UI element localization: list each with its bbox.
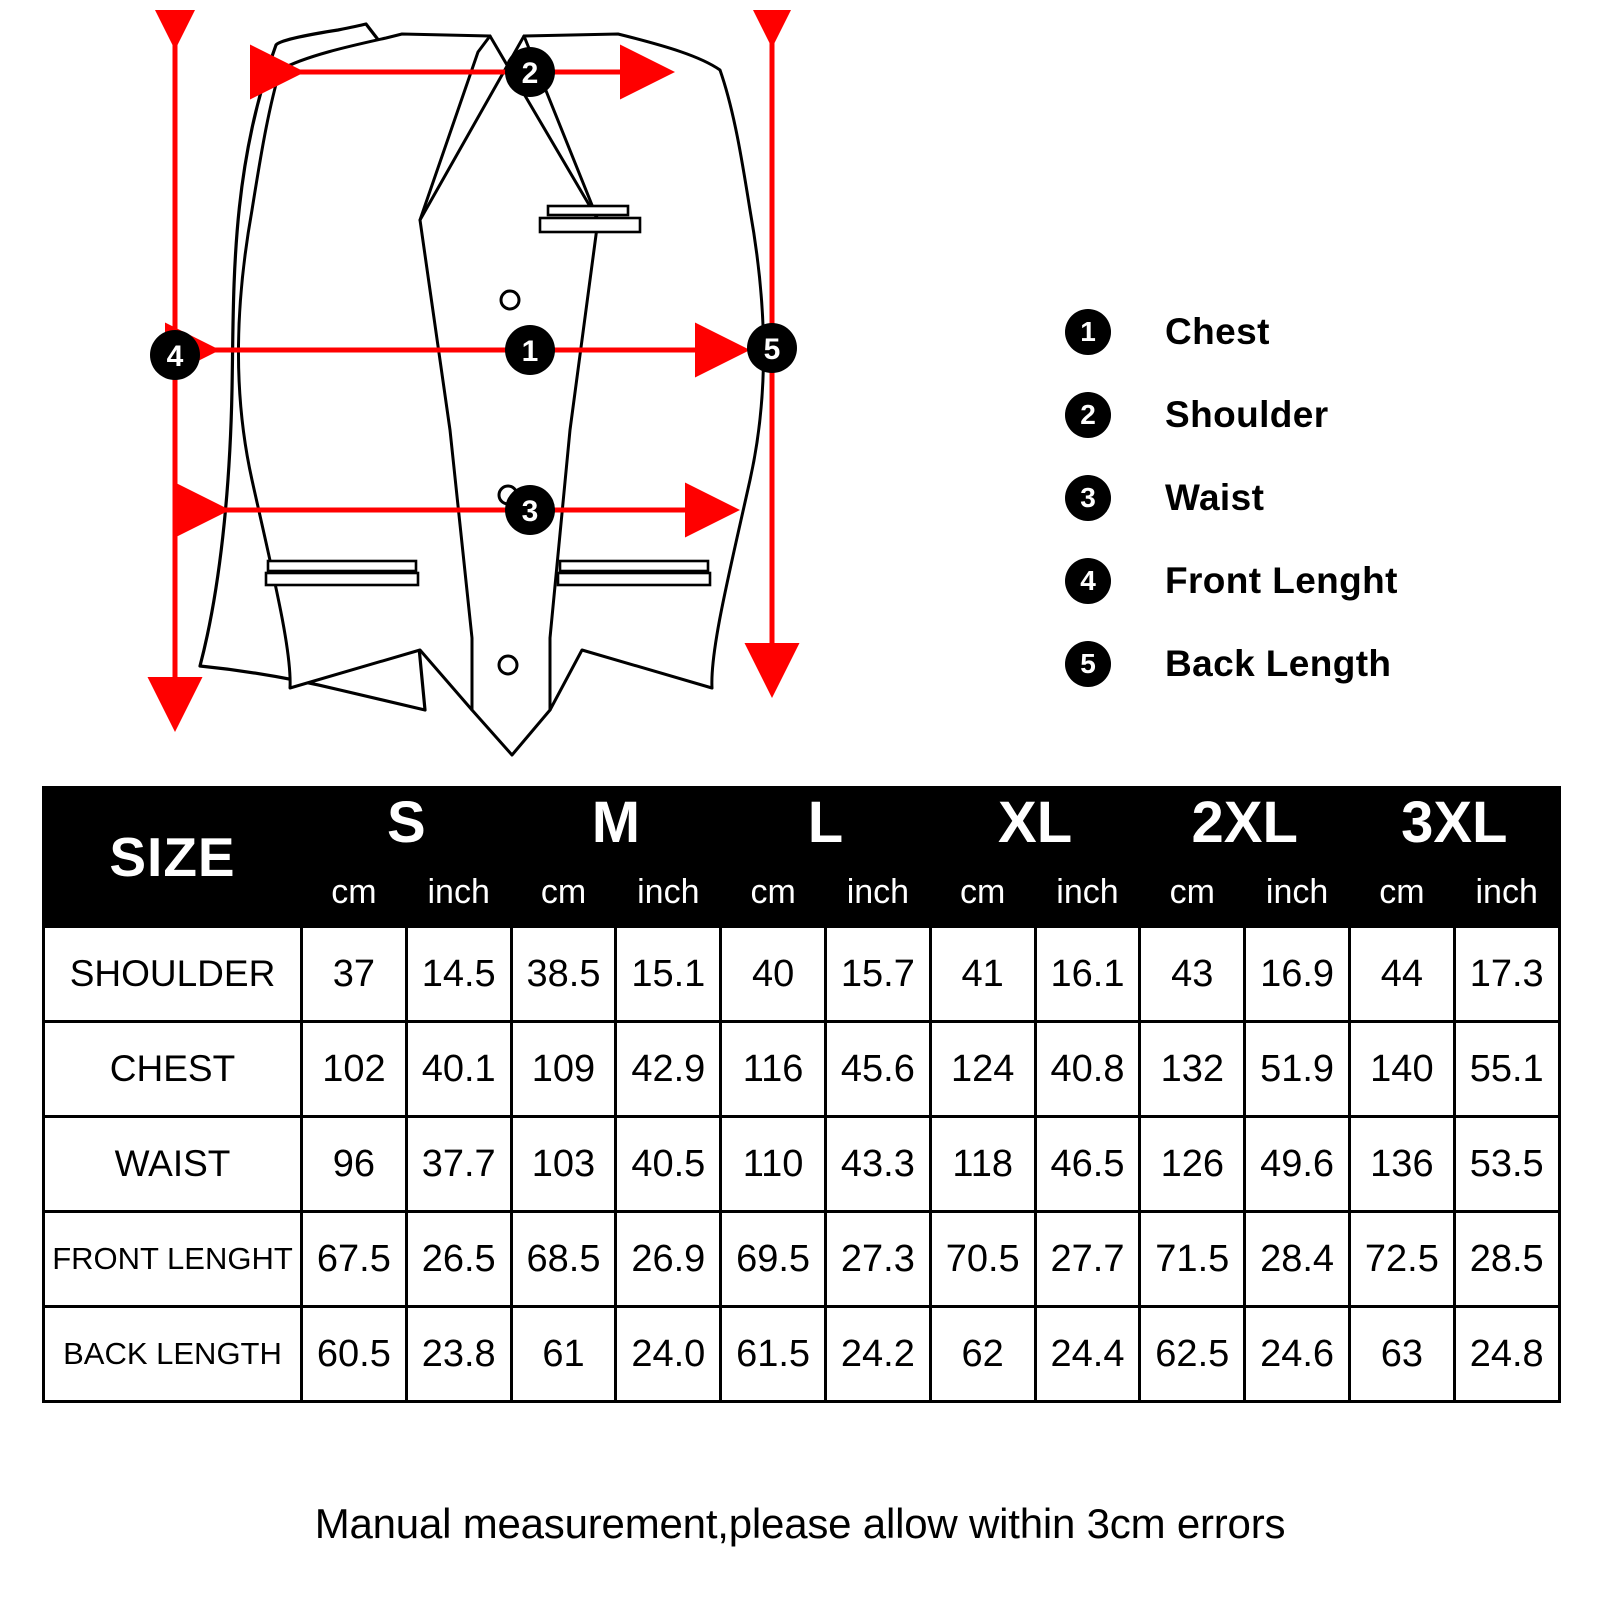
cell-back-length-s-inch: 23.8 [406,1307,511,1402]
legend-item-shoulder [1065,373,1545,456]
cell-shoulder-3xl-inch: 17.3 [1454,927,1559,1022]
cell-chest-s-inch: 40.1 [406,1022,511,1117]
cell-shoulder-s-inch: 14.5 [406,927,511,1022]
header-size-xl: XL [930,788,1140,858]
size-chart-table [42,786,1561,1403]
legend-item-chest [1065,290,1545,373]
header-size-m: M [511,788,721,858]
cell-front-length-m-cm: 68.5 [511,1212,616,1307]
cell-back-length-3xl-inch: 24.8 [1454,1307,1559,1402]
table-row [44,1307,1560,1402]
cell-waist-xl-cm: 118 [930,1117,1035,1212]
legend-label-chest: Chest [1165,310,1270,352]
svg-text:5: 5 [763,333,781,366]
cell-back-length-m-cm: 61 [511,1307,616,1402]
chest-pocket [540,206,640,232]
cell-shoulder-m-cm: 38.5 [511,927,616,1022]
cell-front-length-3xl-cm: 72.5 [1349,1212,1454,1307]
header-size-l: L [721,788,931,858]
row-label-back-length: BACK LENGTH [44,1307,302,1402]
legend-badge-3: 3 [1065,475,1111,521]
cell-waist-2xl-cm: 126 [1140,1117,1245,1212]
table-header-sizes [44,788,1560,858]
cell-front-length-xl-cm: 70.5 [930,1212,1035,1307]
legend-item-front-length [1065,539,1545,622]
cell-chest-s-cm: 102 [302,1022,407,1117]
cell-chest-2xl-inch: 51.9 [1245,1022,1350,1117]
cell-shoulder-xl-inch: 16.1 [1035,927,1140,1022]
cell-back-length-xl-inch: 24.4 [1035,1307,1140,1402]
svg-text:3: 3 [521,495,539,528]
cell-back-length-s-cm: 60.5 [302,1307,407,1402]
cell-chest-l-inch: 45.6 [826,1022,931,1117]
legend-item-back-length [1065,622,1545,705]
cell-waist-m-inch: 40.5 [616,1117,721,1212]
measurement-disclaimer: Manual measurement,please allow within 3cm errors [314,1500,1286,1547]
header-size-3xl: 3XL [1349,788,1559,858]
cell-shoulder-m-inch: 15.1 [616,927,721,1022]
row-label-chest: CHEST [44,1022,302,1117]
button-top [501,291,519,309]
table-row [44,1212,1560,1307]
cell-front-length-2xl-cm: 71.5 [1140,1212,1245,1307]
cell-chest-l-cm: 116 [721,1022,826,1117]
header-unit-s-cm: cm [302,858,407,927]
button-bottom [499,656,517,674]
cell-shoulder-2xl-cm: 43 [1140,927,1245,1022]
legend-label-back-length: Back Length [1165,642,1392,684]
cell-front-length-2xl-inch: 28.4 [1245,1212,1350,1307]
row-label-front-length: FRONT LENGHT [44,1212,302,1307]
cell-back-length-2xl-cm: 62.5 [1140,1307,1245,1402]
header-unit-m-cm: cm [511,858,616,927]
diagram-badge-3 [505,485,555,535]
legend-label-waist: Waist [1165,476,1265,518]
cell-shoulder-s-cm: 37 [302,927,407,1022]
cell-waist-3xl-cm: 136 [1349,1117,1454,1212]
diagram-badge-4 [150,330,200,380]
header-unit-xl-cm: cm [930,858,1035,927]
legend-item-waist [1065,456,1545,539]
measurement-legend [1065,290,1545,705]
cell-front-length-3xl-inch: 28.5 [1454,1212,1559,1307]
header-size-label: SIZE [44,788,302,927]
table-row [44,927,1560,1022]
cell-back-length-l-inch: 24.2 [826,1307,931,1402]
header-size-s: S [302,788,512,858]
cell-waist-m-cm: 103 [511,1117,616,1212]
cell-front-length-xl-inch: 27.7 [1035,1212,1140,1307]
header-unit-3xl-cm: cm [1349,858,1454,927]
vest-measurement-illustration [0,0,1600,780]
table-row [44,1117,1560,1212]
row-label-shoulder: SHOULDER [44,927,302,1022]
cell-front-length-l-inch: 27.3 [826,1212,931,1307]
diagram-badge-5 [747,323,797,373]
header-size-2xl: 2XL [1140,788,1350,858]
cell-shoulder-l-cm: 40 [721,927,826,1022]
size-chart-table-container [42,786,1558,1403]
cell-shoulder-l-inch: 15.7 [826,927,931,1022]
vest-shape [238,34,763,755]
cell-front-length-s-cm: 67.5 [302,1212,407,1307]
legend-badge-2: 2 [1065,392,1111,438]
cell-waist-l-inch: 43.3 [826,1117,931,1212]
header-unit-2xl-inch: inch [1245,858,1350,927]
svg-text:4: 4 [166,340,184,373]
cell-back-length-2xl-inch: 24.6 [1245,1307,1350,1402]
cell-front-length-s-inch: 26.5 [406,1212,511,1307]
row-label-waist: WAIST [44,1117,302,1212]
cell-waist-l-cm: 110 [721,1117,826,1212]
cell-shoulder-3xl-cm: 44 [1349,927,1454,1022]
header-unit-2xl-cm: cm [1140,858,1245,927]
header-unit-m-inch: inch [616,858,721,927]
cell-chest-xl-inch: 40.8 [1035,1022,1140,1117]
legend-badge-1: 1 [1065,309,1111,355]
cell-back-length-xl-cm: 62 [930,1307,1035,1402]
cell-waist-s-cm: 96 [302,1117,407,1212]
header-unit-l-cm: cm [721,858,826,927]
cell-chest-m-inch: 42.9 [616,1022,721,1117]
cell-chest-xl-cm: 124 [930,1022,1035,1117]
cell-chest-m-cm: 109 [511,1022,616,1117]
cell-waist-xl-inch: 46.5 [1035,1117,1140,1212]
cell-back-length-3xl-cm: 63 [1349,1307,1454,1402]
cell-front-length-m-inch: 26.9 [616,1212,721,1307]
table-row [44,1022,1560,1117]
cell-chest-3xl-inch: 55.1 [1454,1022,1559,1117]
cell-shoulder-xl-cm: 41 [930,927,1035,1022]
cell-waist-2xl-inch: 49.6 [1245,1117,1350,1212]
header-unit-3xl-inch: inch [1454,858,1559,927]
cell-back-length-l-cm: 61.5 [721,1307,826,1402]
svg-text:1: 1 [521,335,539,368]
diagram-badge-1 [505,325,555,375]
legend-badge-4: 4 [1065,558,1111,604]
vest-diagram-svg [120,10,920,770]
header-unit-xl-inch: inch [1035,858,1140,927]
cell-front-length-l-cm: 69.5 [721,1212,826,1307]
svg-text:2: 2 [521,57,539,90]
diagram-badge-2 [505,47,555,97]
legend-badge-5: 5 [1065,641,1111,687]
header-unit-l-inch: inch [826,858,931,927]
cell-chest-3xl-cm: 140 [1349,1022,1454,1117]
cell-back-length-m-inch: 24.0 [616,1307,721,1402]
cell-waist-s-inch: 37.7 [406,1117,511,1212]
header-unit-s-inch: inch [406,858,511,927]
cell-waist-3xl-inch: 53.5 [1454,1117,1559,1212]
lower-pockets [266,561,710,585]
legend-label-front-length: Front Lenght [1165,559,1398,601]
cell-shoulder-2xl-inch: 16.9 [1245,927,1350,1022]
cell-chest-2xl-cm: 132 [1140,1022,1245,1117]
legend-label-shoulder: Shoulder [1165,393,1329,435]
